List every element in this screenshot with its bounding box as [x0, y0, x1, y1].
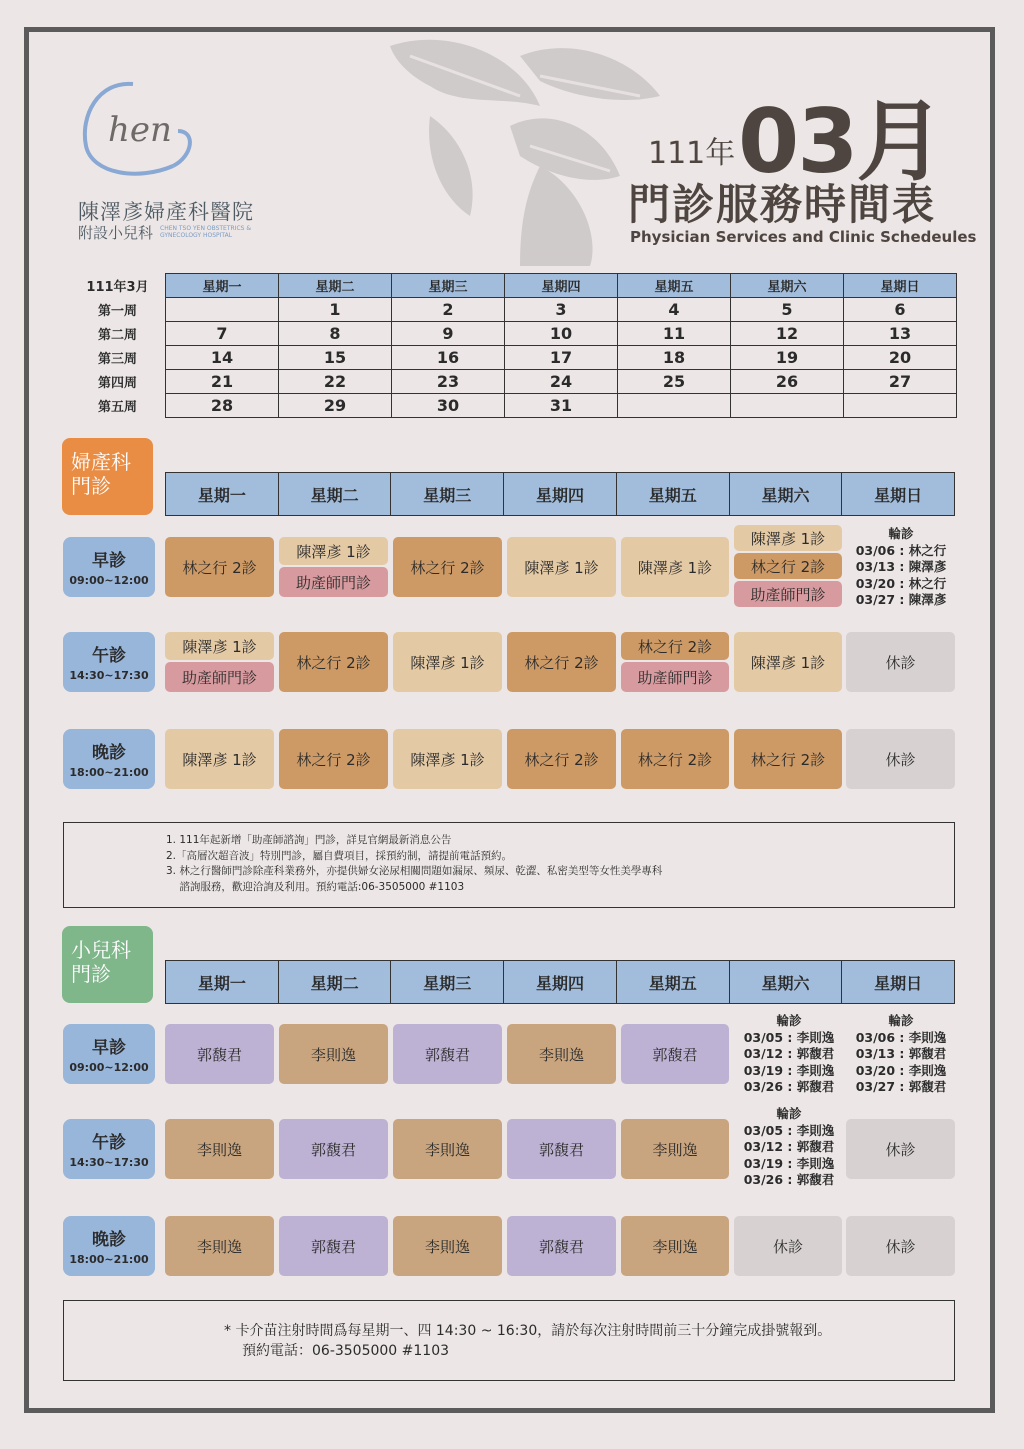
day-header-cell: 星期四	[504, 961, 617, 1003]
obgyn-morning-wed: 林之行 2診	[393, 537, 502, 597]
logo-text: hen	[108, 110, 172, 150]
calendar-week-row	[70, 394, 957, 418]
obgyn-afternoon-sat: 陳澤彥 1診	[734, 632, 842, 692]
day-header-cell: 星期三	[391, 473, 504, 515]
obgyn-evening-mon: 陳澤彥 1診	[165, 729, 274, 789]
obgyn-evening-thu: 林之行 2診	[507, 729, 616, 789]
calendar-header-cell: 星期三	[392, 274, 505, 298]
obgyn-afternoon-label: 午診 14:30~17:30	[63, 632, 155, 692]
peds-afternoon-sat-rotation: 輪診 03/05 : 李則逸 03/12 : 郭馥君 03/19 : 李則逸 03/26 : 郭馥君	[743, 1106, 835, 1187]
obgyn-afternoon-fri-b: 助產師門診	[621, 662, 729, 692]
peds-afternoon-label: 午診 14:30~17:30	[63, 1119, 155, 1179]
date-cell: 13	[844, 322, 957, 346]
day-header-cell: 星期二	[279, 473, 392, 515]
date-cell: 22	[279, 370, 392, 394]
obgyn-afternoon-mon-a: 陳澤彥 1診	[165, 632, 274, 660]
date-cell: 24	[505, 370, 618, 394]
day-header-cell: 星期一	[166, 473, 279, 515]
footer-line: * 卡介苗注射時間爲每星期一、四 14:30 ~ 16:30，請於每次注射時間前三十分鐘完成掛號報到。	[224, 1323, 832, 1339]
date-cell: 17	[505, 346, 618, 370]
date-cell	[166, 298, 279, 322]
day-header-cell: 星期四	[504, 473, 617, 515]
obgyn-afternoon-thu: 林之行 2診	[507, 632, 616, 692]
peds-evening-thu: 郭馥君	[507, 1216, 616, 1276]
footer-note	[63, 1300, 955, 1381]
date-cell: 3	[505, 298, 618, 322]
date-cell	[844, 394, 957, 418]
peds-evening-fri: 李則逸	[621, 1216, 729, 1276]
calendar-header-cell: 星期日	[844, 274, 957, 298]
peds-evening-sat: 休診	[734, 1216, 842, 1276]
obgyn-afternoon-wed: 陳澤彥 1診	[393, 632, 502, 692]
obgyn-morning-sat-b: 林之行 2診	[734, 553, 842, 579]
peds-afternoon-tue: 郭馥君	[279, 1119, 388, 1179]
date-cell: 8	[279, 322, 392, 346]
day-header-cell: 星期日	[842, 473, 954, 515]
note-line: 諮詢服務，歡迎洽詢及利用。預約電話:06-3505000 #1103	[166, 880, 465, 893]
peds-morning-sun-rotation: 輪診 03/06 : 李則逸 03/13 : 郭馥君 03/20 : 李則逸 03/27 : 郭馥君	[855, 1013, 947, 1094]
day-header-cell: 星期三	[391, 961, 504, 1003]
calendar-header-cell: 星期二	[279, 274, 392, 298]
calendar-label: 111年3月	[86, 280, 149, 295]
obgyn-afternoon-sun: 休診	[846, 632, 955, 692]
peds-afternoon-sun: 休診	[846, 1119, 955, 1179]
calendar-header-cell: 星期五	[618, 274, 731, 298]
hospital-name: 陳澤彥婦產科醫院	[78, 200, 254, 224]
day-header-cell: 星期五	[617, 961, 730, 1003]
date-cell: 18	[618, 346, 731, 370]
note-line: 3. 林之行醫師門診除產科業務外，亦提供婦女泌尿相關問題如漏尿、頻尿、乾澀、私密美型等女性美學專科	[166, 865, 663, 877]
obgyn-morning-sat-a: 陳澤彥 1診	[734, 525, 842, 551]
obgyn-evening-label: 晚診 18:00~21:00	[63, 729, 155, 789]
date-cell: 19	[731, 346, 844, 370]
day-header-cell: 星期六	[730, 473, 843, 515]
peds-morning-wed: 郭馥君	[393, 1024, 502, 1084]
date-cell: 7	[166, 322, 279, 346]
obgyn-afternoon-mon-b: 助產師門診	[165, 662, 274, 692]
date-cell: 14	[166, 346, 279, 370]
calendar-week-row	[70, 346, 957, 370]
obgyn-morning-label: 早診 09:00~12:00	[63, 537, 155, 597]
obgyn-notes	[63, 822, 955, 908]
peds-morning-thu: 李則逸	[507, 1024, 616, 1084]
week-label: 第二周	[97, 328, 137, 343]
hospital-english-name: CHEN TSO YEN OBSTETRICS & GYNECOLOGY HOSPITAL	[160, 225, 252, 239]
date-cell: 16	[392, 346, 505, 370]
date-cell: 30	[392, 394, 505, 418]
peds-evening-mon: 李則逸	[165, 1216, 274, 1276]
day-header-cell: 星期二	[279, 961, 392, 1003]
peds-evening-wed: 李則逸	[393, 1216, 502, 1276]
day-header-cell: 星期五	[617, 473, 730, 515]
day-header-cell: 星期一	[166, 961, 279, 1003]
hospital-subtitle: 附設小兒科	[78, 224, 154, 242]
obgyn-evening-sat: 林之行 2診	[734, 729, 842, 789]
obgyn-morning-tue-a: 陳澤彥 1診	[279, 537, 388, 565]
date-cell: 27	[844, 370, 957, 394]
week-label: 第三周	[97, 352, 137, 367]
peds-morning-label: 早診 09:00~12:00	[63, 1024, 155, 1084]
date-cell: 23	[392, 370, 505, 394]
note-line: 1. 111年起新增「助產師諮詢」門診，詳見官網最新消息公告	[166, 834, 452, 846]
date-cell: 21	[166, 370, 279, 394]
date-cell: 20	[844, 346, 957, 370]
footer-line: 預約電話：06-3505000 #1103	[242, 1343, 450, 1359]
date-cell	[618, 394, 731, 418]
obgyn-afternoon-tue: 林之行 2診	[279, 632, 388, 692]
peds-evening-label: 晚診 18:00~21:00	[63, 1216, 155, 1276]
obgyn-morning-fri: 陳澤彥 1診	[621, 537, 729, 597]
title-english: Physician Services and Clinic Schedeules	[630, 228, 977, 246]
date-cell: 9	[392, 322, 505, 346]
obgyn-morning-sat-c: 助產師門診	[734, 581, 842, 607]
peds-day-header	[165, 960, 955, 1004]
date-cell: 15	[279, 346, 392, 370]
week-label: 第五周	[97, 400, 137, 415]
note-line: 2.「高層次超音波」特別門診，屬自費項目，採預約制，請提前電話預約。	[166, 849, 513, 862]
peds-afternoon-thu: 郭馥君	[507, 1119, 616, 1179]
date-cell: 26	[731, 370, 844, 394]
obgyn-morning-tue-b: 助產師門診	[279, 567, 388, 597]
week-label: 第一周	[97, 304, 137, 319]
calendar-header-cell: 星期六	[731, 274, 844, 298]
peds-afternoon-wed: 李則逸	[393, 1119, 502, 1179]
obgyn-evening-sun: 休診	[846, 729, 955, 789]
obgyn-evening-tue: 林之行 2診	[279, 729, 388, 789]
peds-section-title: 小兒科 門診	[62, 926, 153, 1003]
leaf-decoration	[370, 36, 670, 266]
obgyn-afternoon-fri-a: 林之行 2診	[621, 632, 729, 660]
obgyn-evening-fri: 林之行 2診	[621, 729, 729, 789]
date-cell: 28	[166, 394, 279, 418]
calendar-week-row	[70, 322, 957, 346]
title-month: 03月	[738, 90, 943, 193]
peds-morning-tue: 李則逸	[279, 1024, 388, 1084]
date-cell: 12	[731, 322, 844, 346]
day-header-cell: 星期六	[730, 961, 843, 1003]
date-cell	[731, 394, 844, 418]
date-cell: 5	[731, 298, 844, 322]
peds-morning-mon: 郭馥君	[165, 1024, 274, 1084]
day-header-cell: 星期日	[842, 961, 954, 1003]
obgyn-morning-mon: 林之行 2診	[165, 537, 274, 597]
obgyn-morning-sun-rotation: 輪診 03/06 : 林之行 03/13 : 陳澤彥 03/20 : 林之行 03/27 : 陳澤彥	[855, 526, 947, 607]
date-cell: 1	[279, 298, 392, 322]
peds-morning-sat-rotation: 輪診 03/05 : 李則逸 03/12 : 郭馥君 03/19 : 李則逸 03/26 : 郭馥君	[743, 1013, 835, 1094]
title-year: 111年	[648, 136, 736, 171]
peds-afternoon-mon: 李則逸	[165, 1119, 274, 1179]
obgyn-evening-wed: 陳澤彥 1診	[393, 729, 502, 789]
date-cell: 25	[618, 370, 731, 394]
hospital-logo	[78, 76, 198, 186]
week-label: 第四周	[97, 376, 137, 391]
peds-evening-tue: 郭馥君	[279, 1216, 388, 1276]
obgyn-section-title: 婦產科 門診	[62, 438, 153, 515]
peds-morning-fri: 郭馥君	[621, 1024, 729, 1084]
calendar-week-row	[70, 370, 957, 394]
date-cell: 29	[279, 394, 392, 418]
date-cell: 10	[505, 322, 618, 346]
date-cell: 4	[618, 298, 731, 322]
obgyn-morning-thu: 陳澤彥 1診	[507, 537, 616, 597]
date-cell: 31	[505, 394, 618, 418]
obgyn-day-header	[165, 472, 955, 516]
date-cell: 11	[618, 322, 731, 346]
date-cell: 6	[844, 298, 957, 322]
title-main: 門診服務時間表	[628, 180, 937, 229]
calendar-week-row	[70, 298, 957, 322]
peds-evening-sun: 休診	[846, 1216, 955, 1276]
peds-afternoon-fri: 李則逸	[621, 1119, 729, 1179]
calendar-header-cell: 星期四	[505, 274, 618, 298]
calendar-table	[70, 273, 957, 418]
date-cell: 2	[392, 298, 505, 322]
calendar-header-cell: 星期一	[166, 274, 279, 298]
